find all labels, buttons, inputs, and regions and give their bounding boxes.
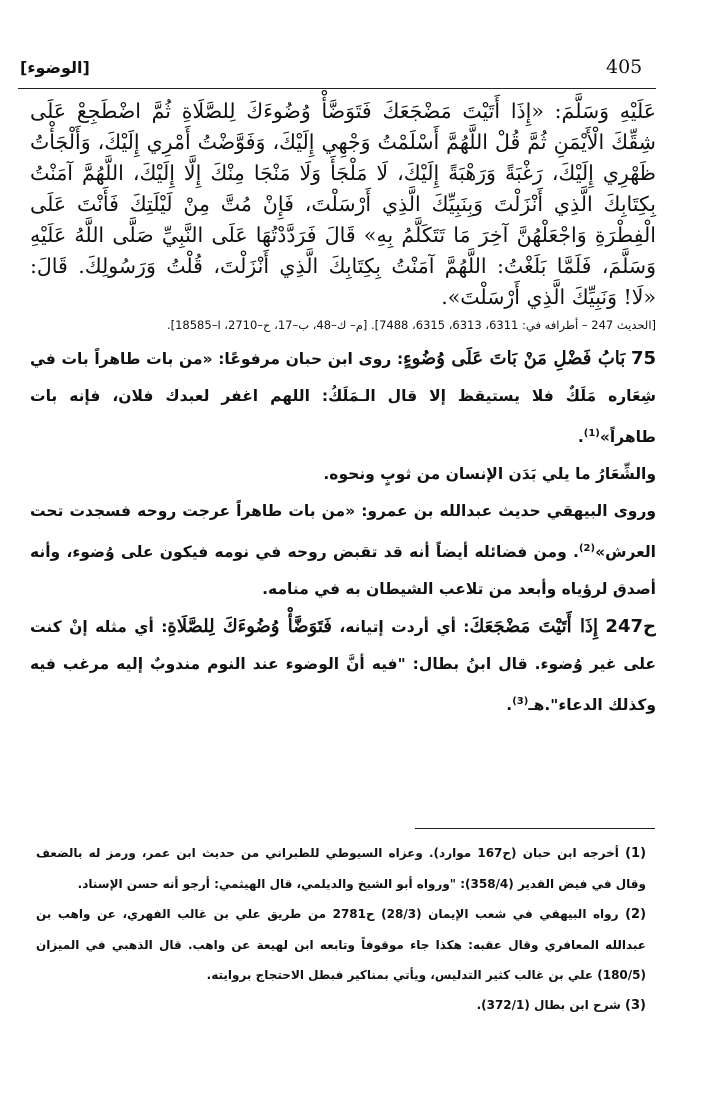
page-number: 405 bbox=[606, 56, 643, 78]
chapter-title: بَابُ فَضْلِ مَنْ بَاتَ عَلَى وُضُوءٍ bbox=[403, 348, 626, 369]
commentary-quote-2: فَتَوَضَّأْ وُضُوءَكَ لِلصَّلَاةِ bbox=[167, 616, 332, 638]
bayhaqi-text-continued: . ومن فضائله أيضاً أنه قد تقبض روحه في نومه فيكون على وُضوء، وأنه أصدق لرؤياه وأبعد من تلاعب الشيطان به في منامه. bbox=[30, 543, 656, 599]
chapter-number: 75 bbox=[630, 348, 656, 369]
footnote-ref-1[interactable]: (1) bbox=[583, 428, 600, 439]
chapter-paragraph bbox=[30, 340, 656, 456]
footnote-text: رواه البيهقي في شعب الإيمان (28/3) ح2781 من طريق علي بن غالب الفهري، عن واهب بن عبدالله المعافري وقال عقبه: هكذا جاء موقوفاً وتابعه ابن لهيعة عن واهب. قال الذهبي في الميزان (180/5) علي بن غالب كثير التدليس، ويأتي بمناكير فبطل الاحتجاج بروايته. bbox=[36, 907, 646, 982]
hadith-text: عَلَيْهِ وَسَلَّمَ: «إِذَا أَتَيْتَ مَضْجَعَكَ فَتَوَضَّأْ وُضُوءَكَ لِلصَّلَاةِ ثُمَّ اضْطَجِعْ عَلَى شِقِّكَ الْأَيْمَنِ ثُمَّ قُلْ اللَّهُمَّ أَسْلَمْتُ وَجْهِي إِلَيْكَ، وَفَوَّضْتُ أَمْرِي إِلَيْكَ، وَأَلْجَأْتُ ظَهْرِي إِلَيْكَ، رَغْبَةً وَرَهْبَةً إِلَيْكَ، لَا مَلْجَأَ وَلَا مَنْجَا مِنْكَ إِلَّا إِلَيْكَ، اللَّهُمَّ آمَنْتُ بِكِتَابِكَ الَّذِي أَنْزَلْتَ وَبِنَبِيِّكَ الَّذِي أَرْسَلْتَ، فَإِنْ مُتَّ مِنْ لَيْلَتِكَ فَأَنْتَ عَلَى الْفِطْرَةِ وَاجْعَلْهُنَّ آخِرَ مَا تَتَكَلَّمُ بِهِ» قَالَ فَرَدَّدْتُهَا عَلَى النَّبِيِّ صَلَّى اللَّهُ عَلَيْهِ وَسَلَّمَ، فَلَمَّا بَلَغْتُ: اللَّهُمَّ آمَنْتُ بِكِتَابِكَ الَّذِي أَنْزَلْتَ، قُلْتُ وَرَسُولِكَ. قَالَ: «لَا! وَنَبِيِّكَ الَّذِي أَرْسَلْتَ». bbox=[30, 99, 656, 309]
footnote-number: (1) bbox=[625, 846, 647, 861]
footnote-divider bbox=[415, 828, 655, 829]
shiaar-definition: والشِّعَارُ ما يلي بَدَن الإنسان من ثوبٍ ونحوه. bbox=[323, 465, 656, 484]
bayhaqi-text: وروى البيهقي حديث عبدالله بن عمرو: «من بات طاهراً عرجت روحه فسجدت تحت العرش» bbox=[30, 502, 656, 562]
main-content bbox=[30, 96, 656, 724]
hadith-reference: [الحديث 247 – أطرافه في: 6311، 6313، 6315، 7488]. [م– ك–48، ب–17، ح–2710، ا–18585]. bbox=[166, 318, 656, 332]
commentary-end: . bbox=[506, 696, 513, 715]
footnote-1 bbox=[36, 838, 646, 899]
commentary-quote: إِذَا أَتَيْتَ مَضْجَعَكَ bbox=[469, 616, 598, 638]
commentary-text-2: : أي مثله إنْ كنت على غير وُضوء. قال ابنُ بطال: "فيه أنَّ الوضوء عند النوم مندوبٌ إليه مرغب فيه وكذلك الدعاء".هـ bbox=[30, 618, 656, 715]
commentary-number: ح247 bbox=[605, 616, 656, 638]
chapter-text: : روى ابن حبان مرفوعًا: «من بات طاهراً بات في شِعَاره مَلَكٌ فلا يستيقظ إلا قال الـمَلَكُ: اللهم اغفر لعبدك فلان، فإنه بات طاهراً» bbox=[30, 350, 656, 447]
running-header: [الوضوء] bbox=[20, 58, 90, 77]
footnotes bbox=[36, 838, 646, 1021]
header-divider bbox=[18, 88, 656, 89]
footnote-3 bbox=[36, 990, 646, 1021]
commentary-text: : أي أردت إتيانه، bbox=[331, 618, 470, 637]
footnote-ref-3[interactable]: (3) bbox=[512, 696, 529, 708]
footnote-2 bbox=[36, 899, 646, 990]
commentary-paragraph bbox=[30, 608, 656, 724]
footnote-number: (3) bbox=[625, 998, 646, 1013]
footnote-text: أخرجه ابن حبان (ح167 موارد). وعزاه السيوطي للطبراني من حديث ابن عمر، ورمز له بالضعف وقال في فيض القدير (358/4): "ورواه أبو الشيخ والديلمي، قال الهيثمي: أرجو أنه حسن الإسناد. bbox=[36, 846, 646, 891]
bayhaqi-paragraph bbox=[30, 493, 656, 608]
footnote-number: (2) bbox=[625, 907, 647, 922]
footnote-ref-2[interactable]: (2) bbox=[578, 543, 596, 555]
footnote-text: شرح ابن بطال (372/1). bbox=[476, 998, 621, 1012]
chapter-text-end: . bbox=[577, 428, 584, 447]
